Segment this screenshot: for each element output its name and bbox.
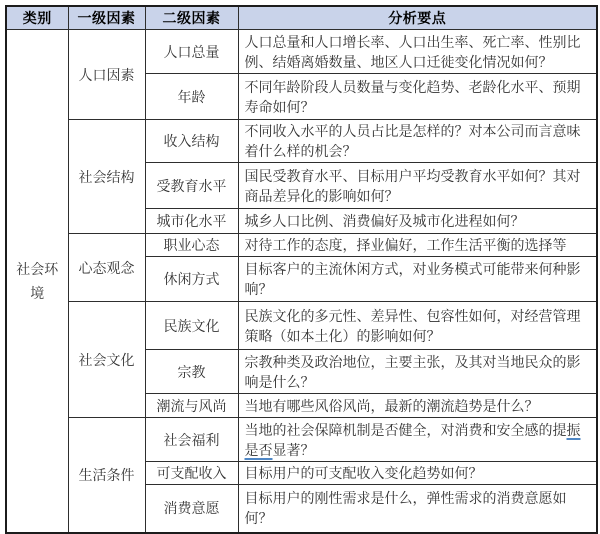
- social-environment-table: [5, 5, 598, 534]
- table-row: [6, 302, 597, 350]
- table-row: [6, 30, 597, 74]
- level2-cell-trends: 潮流与风尚: [145, 394, 238, 418]
- analysis-cell: 对待工作的态度，择业偏好，工作生活平衡的选择等: [238, 234, 597, 257]
- analysis-cell: 不同年龄阶段人员数量与变化趋势、老龄化水平、预期寿命如何？: [238, 74, 597, 120]
- table-row: [6, 120, 597, 163]
- analysis-text-pre: 当地的社会保障机制是否健全，对消费和安全感的提: [244, 421, 567, 438]
- level2-cell-religion: 宗教: [145, 350, 238, 394]
- level1-cell-social-culture: 社会文化: [68, 302, 145, 418]
- header-level2-factor: 二级因素: [145, 6, 238, 30]
- level2-cell-social-welfare: 社会福利: [145, 418, 238, 462]
- level2-cell-urbanization-level: 城市化水平: [145, 209, 238, 234]
- level2-cell-population-total: 人口总量: [145, 30, 238, 74]
- table-row: [6, 234, 597, 257]
- header-analysis-points: 分析要点: [238, 6, 597, 30]
- analysis-cell: 目标客户的主流休闲方式，对业务模式可能带来何种影响？: [238, 257, 597, 302]
- header-row: [6, 6, 597, 30]
- analysis-cell: 目标用户的刚性需求是什么，弹性需求的消费意愿如何？: [238, 485, 597, 533]
- header-category: 类别: [6, 6, 68, 30]
- analysis-cell: 人口总量和人口增长率、人口出生率、死亡率、性别比例、结婚离婚数量、地区人口迁徙变化情况如何？: [238, 30, 597, 74]
- analysis-cell: 国民受教育水平、目标用户平均受教育水平如何？其对商品差异化的影响如何？: [238, 163, 597, 209]
- analysis-cell: 当地有哪些风俗风尚，最新的潮流趋势是什么？: [238, 394, 597, 418]
- analysis-cell: 不同收入水平的人员占比是怎样的？对本公司而言意味着什么样的机会？: [238, 120, 597, 163]
- table-row: [6, 418, 597, 462]
- level2-cell-ethnic-culture: 民族文化: [145, 302, 238, 350]
- level2-cell-consumption-willingness: 消费意愿: [145, 485, 238, 533]
- level2-cell-education-level: 受教育水平: [145, 163, 238, 209]
- level1-cell-mindset: 心态观念: [68, 234, 145, 302]
- level2-cell-disposable-income: 可支配收入: [145, 462, 238, 485]
- analysis-text-post: 显著？: [272, 441, 315, 458]
- level1-cell-social-structure: 社会结构: [68, 120, 145, 234]
- level2-cell-leisure-style: 休闲方式: [145, 257, 238, 302]
- level1-cell-population: 人口因素: [68, 30, 145, 120]
- header-level1-factor: 一级因素: [68, 6, 145, 30]
- level1-cell-living-conditions: 生活条件: [68, 418, 145, 533]
- level2-cell-age: 年龄: [145, 74, 238, 120]
- level2-cell-income-structure: 收入结构: [145, 120, 238, 163]
- analysis-cell: 城乡人口比例、消费偏好及城市化进程如何？: [238, 209, 597, 234]
- analysis-cell: 宗教种类及政治地位，主要主张，及其对当地民众的影响是什么？: [238, 350, 597, 394]
- analysis-cell: 目标用户的可支配收入变化趋势如何？: [238, 462, 597, 485]
- category-cell: 社会环境: [6, 30, 68, 533]
- analysis-text-underlined: 振是否: [244, 421, 581, 458]
- analysis-cell: 民族文化的多元性、差异性、包容性如何，对经营管理策略（如本土化）的影响如何？: [238, 302, 597, 350]
- analysis-cell: [238, 418, 597, 462]
- level2-cell-career-mindset: 职业心态: [145, 234, 238, 257]
